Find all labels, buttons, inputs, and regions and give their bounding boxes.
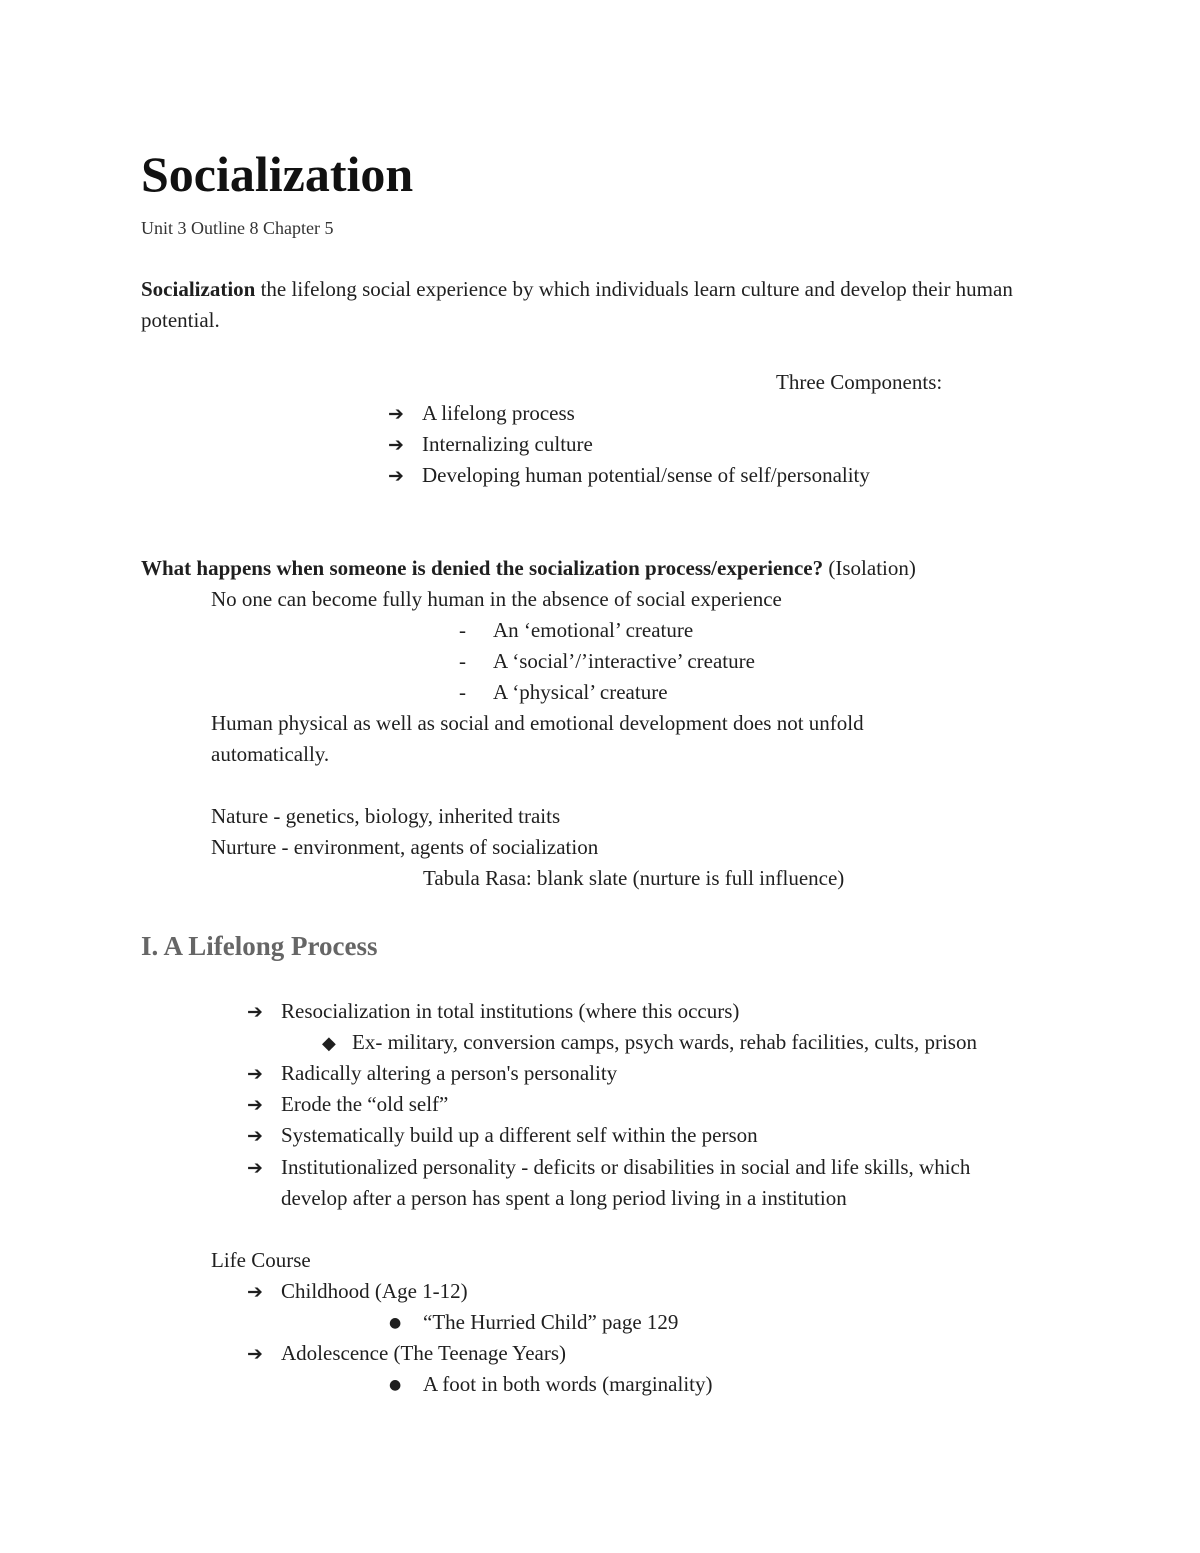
isolation-item: - A ‘physical’ creature xyxy=(459,677,668,708)
life-course-item: ➔ Adolescence (The Teenage Years) xyxy=(247,1338,566,1370)
section-item: ➔ Systematically build up a different self within the person xyxy=(247,1120,758,1152)
bullet-icon: ● xyxy=(389,1377,402,1393)
bullet-icon: ● xyxy=(389,1315,402,1331)
document-title: Socialization xyxy=(141,146,414,202)
document-subtitle: Unit 3 Outline 8 Chapter 5 xyxy=(141,218,334,238)
arrow-icon: ➔ xyxy=(247,1157,263,1179)
arrow-icon: ➔ xyxy=(247,1094,263,1116)
life-course-sub-item: ● A foot in both words (marginality) xyxy=(389,1369,713,1401)
tabula-rasa-line: Tabula Rasa: blank slate (nurture is full influence) xyxy=(423,866,845,890)
section-item: ➔ Radically altering a person's personality xyxy=(247,1058,617,1090)
definition-paragraph xyxy=(141,274,1071,336)
isolation-item: - A ‘social’/’interactive’ creature xyxy=(459,646,755,677)
arrow-icon: ➔ xyxy=(388,465,404,487)
development-line-2: automatically. xyxy=(211,742,330,766)
components-heading: Three Components: xyxy=(776,370,943,394)
section-item: ➔ Institutionalized personality - deficits or disabilities in social and life skills, which xyxy=(247,1152,970,1184)
section-item-continuation: develop after a person has spent a long period living in a institution xyxy=(281,1186,847,1210)
nurture-line: Nurture - environment, agents of socialization xyxy=(211,835,599,859)
definition-text: the lifelong social experience by which individuals learn culture and develop their human potential. xyxy=(141,277,1013,332)
component-item: ➔ A lifelong process xyxy=(388,398,575,430)
nature-line: Nature - genetics, biology, inherited traits xyxy=(211,804,561,828)
dash-bullet: - xyxy=(459,649,466,673)
section-heading: I. A Lifelong Process xyxy=(141,931,378,961)
arrow-icon: ➔ xyxy=(388,434,404,456)
dash-bullet: - xyxy=(459,618,466,642)
dash-bullet: - xyxy=(459,680,466,704)
arrow-icon: ➔ xyxy=(388,403,404,425)
isolation-note: (Isolation) xyxy=(823,556,916,580)
isolation-question-line xyxy=(141,553,916,584)
life-course-item: ➔ Childhood (Age 1-12) xyxy=(247,1276,468,1308)
diamond-icon: ◆ xyxy=(322,1033,336,1054)
development-line-1: Human physical as well as social and emotional development does not unfold xyxy=(211,711,864,735)
arrow-icon: ➔ xyxy=(247,1125,263,1147)
section-item: ➔ Resocialization in total institutions (where this occurs) xyxy=(247,996,739,1028)
life-course-heading: Life Course xyxy=(211,1248,311,1272)
arrow-icon: ➔ xyxy=(247,1281,263,1303)
component-item: ➔ Internalizing culture xyxy=(388,429,593,461)
isolation-item: - An ‘emotional’ creature xyxy=(459,615,693,646)
section-sub-item: ◆ Ex- military, conversion camps, psych wards, rehab facilities, cults, prison xyxy=(322,1027,977,1059)
isolation-statement: No one can become fully human in the absence of social experience xyxy=(211,587,782,611)
arrow-icon: ➔ xyxy=(247,1063,263,1085)
arrow-icon: ➔ xyxy=(247,1001,263,1023)
isolation-question: What happens when someone is denied the socialization process/experience? xyxy=(141,556,824,580)
component-item: ➔ Developing human potential/sense of self/personality xyxy=(388,460,870,492)
definition-term: Socialization xyxy=(141,277,256,301)
life-course-sub-item: ● “The Hurried Child” page 129 xyxy=(389,1307,678,1339)
section-item: ➔ Erode the “old self” xyxy=(247,1089,448,1121)
arrow-icon: ➔ xyxy=(247,1343,263,1365)
